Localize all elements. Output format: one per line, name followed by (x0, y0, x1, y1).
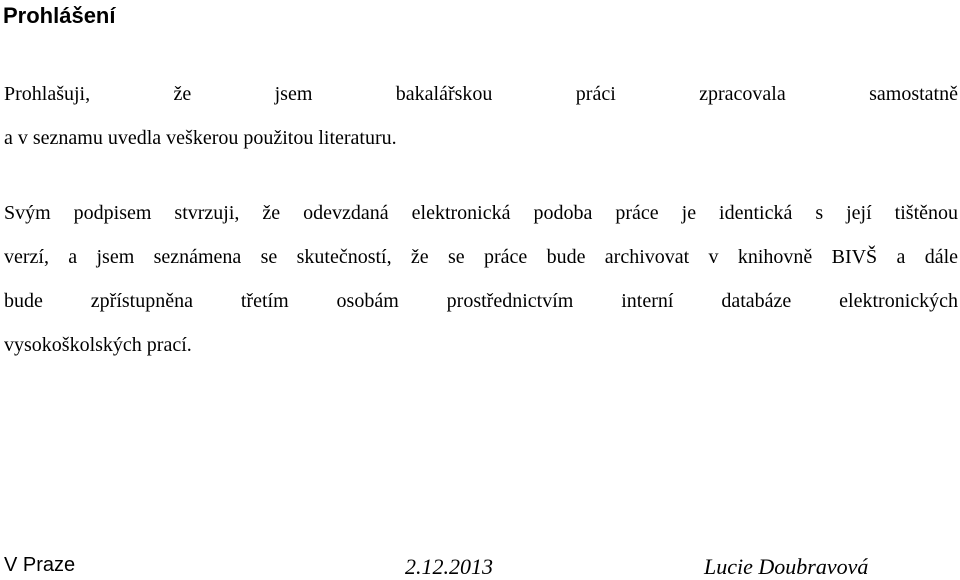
place-label: V Praze (4, 554, 76, 576)
paragraph-line: bude zpřístupněna třetím osobám prostřednictvím interní databáze elektronických (4, 290, 958, 312)
date-label: 2.12.2013 (405, 554, 493, 579)
paragraph-line: vysokoškolských prací. (4, 334, 192, 356)
paragraph-line: a v seznamu uvedla veškerou použitou literaturu. (4, 127, 397, 149)
page-title: Prohlášení (3, 3, 116, 28)
signature-footer (0, 554, 960, 580)
consent-paragraph (4, 191, 958, 367)
author-signature: Lucie Doubravová (704, 554, 869, 579)
paragraph-line: Svým podpisem stvrzuji, že odevzdaná elektronická podoba práce je identická s její tištěnou (4, 202, 958, 224)
declaration-paragraph (4, 72, 958, 160)
paragraph-line: verzí, a jsem seznámena se skutečností, že se práce bude archivovat v knihovně BIVŠ a dále (4, 246, 958, 268)
paragraph-line: Prohlašuji, že jsem bakalářskou práci zpracovala samostatně (4, 83, 958, 105)
